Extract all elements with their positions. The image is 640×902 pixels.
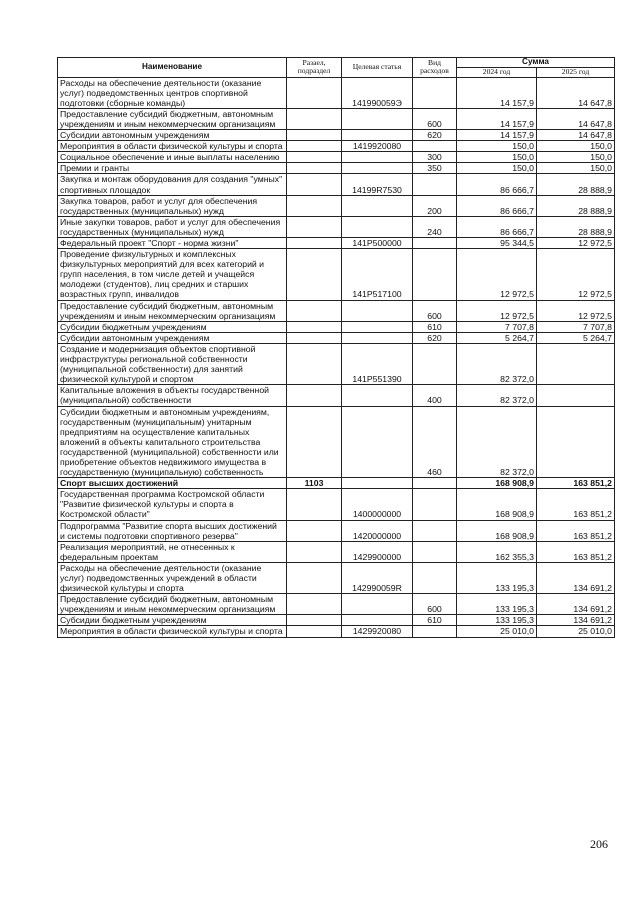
row-sum-2024: 82 372,0 (457, 343, 537, 384)
row-article: 141P517100 (342, 249, 413, 300)
row-sum-2024: 133 195,3 (457, 594, 537, 615)
row-article: 1429920080 (342, 626, 413, 637)
table-row (58, 195, 615, 216)
row-section (287, 195, 342, 216)
row-section: 1103 (287, 478, 342, 489)
row-name: Субсидии бюджетным учреждениям (58, 615, 287, 626)
table-row (58, 406, 615, 478)
row-sum-2024: 168 908,9 (457, 489, 537, 520)
row-sum-2025: 163 851,2 (537, 541, 615, 562)
row-article (342, 130, 413, 141)
row-type (413, 562, 457, 593)
row-type: 620 (413, 332, 457, 343)
row-sum-2025 (537, 406, 615, 478)
row-sum-2024: 14 157,9 (457, 130, 537, 141)
row-article (342, 406, 413, 478)
row-section (287, 406, 342, 478)
row-name: Реализация мероприятий, не отнесенных к федеральным проектам (58, 541, 287, 562)
table-row (58, 174, 615, 195)
row-sum-2025: 12 972,5 (537, 238, 615, 249)
row-sum-2024: 150,0 (457, 163, 537, 174)
row-type: 600 (413, 300, 457, 321)
row-sum-2025: 134 691,2 (537, 562, 615, 593)
row-section (287, 238, 342, 249)
table-body (58, 77, 615, 637)
row-sum-2025: 28 888,9 (537, 216, 615, 237)
row-name: Субсидии бюджетным и автономным учреждениям, государственным (муниципальным) унитарным предприятиям на осуществление капитальных вложений в объекты капитального строительства государственной (муниципальной) собственности или приобретение объектов недвижимого имущества в государственную (муниципальную) собственность (58, 406, 287, 478)
header-year-2024: 2024 год (457, 68, 537, 78)
row-section (287, 152, 342, 163)
row-type: 350 (413, 163, 457, 174)
row-article (342, 163, 413, 174)
row-sum-2024: 12 972,5 (457, 300, 537, 321)
row-sum-2024: 14 157,9 (457, 77, 537, 108)
row-type: 620 (413, 130, 457, 141)
row-name: Мероприятия в области физической культуры и спорта (58, 626, 287, 637)
row-type: 400 (413, 385, 457, 406)
row-article (342, 478, 413, 489)
table-row (58, 385, 615, 406)
table-row (58, 300, 615, 321)
row-section (287, 249, 342, 300)
row-article: 1429900000 (342, 541, 413, 562)
row-type (413, 478, 457, 489)
row-sum-2024: 25 010,0 (457, 626, 537, 637)
row-name: Государственная программа Костромской области "Развитие физической культуры и спорта в Костромской области" (58, 489, 287, 520)
header-type: Вид расходов (413, 58, 457, 78)
row-section (287, 541, 342, 562)
row-sum-2025: 150,0 (537, 163, 615, 174)
row-sum-2025: 12 972,5 (537, 300, 615, 321)
row-article (342, 615, 413, 626)
row-name: Расходы на обеспечение деятельности (оказание услуг) подведомственных центров спортивной подготовки (сборные команды) (58, 77, 287, 108)
row-article (342, 108, 413, 129)
row-section (287, 216, 342, 237)
row-sum-2024: 86 666,7 (457, 174, 537, 195)
row-article (342, 152, 413, 163)
table-row (58, 163, 615, 174)
row-section (287, 332, 342, 343)
row-sum-2025: 7 707,8 (537, 321, 615, 332)
table-row (58, 108, 615, 129)
row-name: Премии и гранты (58, 163, 287, 174)
table-row (58, 489, 615, 520)
row-sum-2024: 150,0 (457, 141, 537, 152)
row-sum-2024: 86 666,7 (457, 216, 537, 237)
row-name: Социальное обеспечение и иные выплаты населению (58, 152, 287, 163)
row-name: Закупка и монтаж оборудования для создания "умных" спортивных площадок (58, 174, 287, 195)
row-section (287, 594, 342, 615)
header-sum: Сумма (457, 58, 615, 68)
table-row (58, 332, 615, 343)
row-name: Проведение физкультурных и комплексных физкультурных мероприятий для всех категорий и групп населения, в том числе детей и учащейся молодежи (студентов), лиц средних и старших возрастных групп, инвалидов (58, 249, 287, 300)
row-article: 1419920080 (342, 141, 413, 152)
row-name: Субсидии автономным учреждениям (58, 332, 287, 343)
row-sum-2024: 82 372,0 (457, 385, 537, 406)
row-section (287, 562, 342, 593)
row-sum-2025: 28 888,9 (537, 195, 615, 216)
row-section (287, 385, 342, 406)
table-row (58, 478, 615, 489)
row-sum-2025: 14 647,8 (537, 108, 615, 129)
row-sum-2025: 134 691,2 (537, 615, 615, 626)
row-name: Субсидии бюджетным учреждениям (58, 321, 287, 332)
row-sum-2024: 14 157,9 (457, 108, 537, 129)
table-row (58, 249, 615, 300)
header-name: Наименование (58, 58, 287, 78)
row-sum-2024: 168 908,9 (457, 520, 537, 541)
row-sum-2024: 150,0 (457, 152, 537, 163)
row-type (413, 238, 457, 249)
row-sum-2025: 14 647,8 (537, 77, 615, 108)
row-article (342, 216, 413, 237)
row-name: Закупка товаров, работ и услуг для обеспечения государственных (муниципальных) нужд (58, 195, 287, 216)
row-section (287, 343, 342, 384)
header-year-2025: 2025 год (537, 68, 615, 78)
row-sum-2025: 163 851,2 (537, 520, 615, 541)
row-article (342, 332, 413, 343)
row-sum-2025: 150,0 (537, 152, 615, 163)
row-type (413, 174, 457, 195)
table-row (58, 216, 615, 237)
row-section (287, 300, 342, 321)
row-section (287, 130, 342, 141)
row-type: 610 (413, 615, 457, 626)
row-type (413, 77, 457, 108)
row-type: 600 (413, 108, 457, 129)
row-section (287, 321, 342, 332)
row-name: Предоставление субсидий бюджетным, автономным учреждениям и иным некоммерческим организациям (58, 300, 287, 321)
row-type: 600 (413, 594, 457, 615)
row-sum-2024: 162 355,3 (457, 541, 537, 562)
row-sum-2025: 150,0 (537, 141, 615, 152)
row-sum-2025: 163 851,2 (537, 489, 615, 520)
table-row (58, 152, 615, 163)
row-sum-2024: 12 972,5 (457, 249, 537, 300)
row-name: Подпрограмма "Развитие спорта высших достижений и системы подготовки спортивного резерва" (58, 520, 287, 541)
table-row (58, 321, 615, 332)
row-name: Создание и модернизация объектов спортивной инфраструктуры региональной собственности (муниципальной собственности) для занятий физической культурой и спортом (58, 343, 287, 384)
row-name: Расходы на обеспечение деятельности (оказание услуг) подведомственных учреждений в области физической культуры и спорта (58, 562, 287, 593)
row-section (287, 108, 342, 129)
row-sum-2025 (537, 343, 615, 384)
row-sum-2025: 28 888,9 (537, 174, 615, 195)
row-article: 141P500000 (342, 238, 413, 249)
row-name: Иные закупки товаров, работ и услуг для обеспечения государственных (муниципальных) нужд (58, 216, 287, 237)
row-type (413, 489, 457, 520)
row-type (413, 343, 457, 384)
table-row (58, 594, 615, 615)
row-type (413, 141, 457, 152)
row-sum-2024: 82 372,0 (457, 406, 537, 478)
row-article: 141P551390 (342, 343, 413, 384)
row-name: Субсидии автономным учреждениям (58, 130, 287, 141)
row-sum-2024: 168 908,9 (457, 478, 537, 489)
table-row (58, 520, 615, 541)
row-section (287, 520, 342, 541)
row-section (287, 174, 342, 195)
page-number: 206 (590, 837, 608, 851)
row-article (342, 195, 413, 216)
row-sum-2025: 5 264,7 (537, 332, 615, 343)
row-sum-2025 (537, 385, 615, 406)
table-row (58, 77, 615, 108)
table-row (58, 343, 615, 384)
row-section (287, 141, 342, 152)
row-article (342, 300, 413, 321)
row-type: 200 (413, 195, 457, 216)
budget-document (57, 57, 614, 638)
row-type (413, 541, 457, 562)
budget-table (57, 57, 615, 638)
row-section (287, 626, 342, 637)
table-row (58, 626, 615, 637)
row-type (413, 520, 457, 541)
row-sum-2024: 133 195,3 (457, 615, 537, 626)
row-article: 1420000000 (342, 520, 413, 541)
row-sum-2025: 25 010,0 (537, 626, 615, 637)
row-name: Капитальные вложения в объекты государственной (муниципальной) собственности (58, 385, 287, 406)
row-sum-2025: 14 647,8 (537, 130, 615, 141)
row-name: Спорт высших достижений (58, 478, 287, 489)
row-type (413, 249, 457, 300)
row-article (342, 321, 413, 332)
row-type: 610 (413, 321, 457, 332)
row-sum-2025: 163 851,2 (537, 478, 615, 489)
row-section (287, 163, 342, 174)
row-article: 14199R7530 (342, 174, 413, 195)
row-type: 460 (413, 406, 457, 478)
row-name: Предоставление субсидий бюджетным, автономным учреждениям и иным некоммерческим организациям (58, 594, 287, 615)
table-header (58, 58, 615, 78)
row-section (287, 77, 342, 108)
row-section (287, 489, 342, 520)
header-article: Целевая статья (342, 58, 413, 78)
table-row (58, 130, 615, 141)
row-article: 141990059Э (342, 77, 413, 108)
row-type: 300 (413, 152, 457, 163)
row-sum-2024: 5 264,7 (457, 332, 537, 343)
row-sum-2024: 86 666,7 (457, 195, 537, 216)
row-sum-2024: 7 707,8 (457, 321, 537, 332)
row-name: Федеральный проект "Спорт - норма жизни" (58, 238, 287, 249)
table-row (58, 541, 615, 562)
header-section: Разаел, подраздел (287, 58, 342, 78)
row-sum-2025: 134 691,2 (537, 594, 615, 615)
row-sum-2024: 95 344,5 (457, 238, 537, 249)
row-article (342, 385, 413, 406)
row-sum-2025: 12 972,5 (537, 249, 615, 300)
table-row (58, 562, 615, 593)
table-row (58, 238, 615, 249)
row-sum-2024: 133 195,3 (457, 562, 537, 593)
table-row (58, 141, 615, 152)
row-article (342, 594, 413, 615)
table-row (58, 615, 615, 626)
row-article: 1400000000 (342, 489, 413, 520)
row-name: Мероприятия в области физической культуры и спорта (58, 141, 287, 152)
row-section (287, 615, 342, 626)
row-type (413, 626, 457, 637)
row-name: Предоставление субсидий бюджетным, автономным учреждениям и иным некоммерческим организациям (58, 108, 287, 129)
row-article: 142990059R (342, 562, 413, 593)
row-type: 240 (413, 216, 457, 237)
